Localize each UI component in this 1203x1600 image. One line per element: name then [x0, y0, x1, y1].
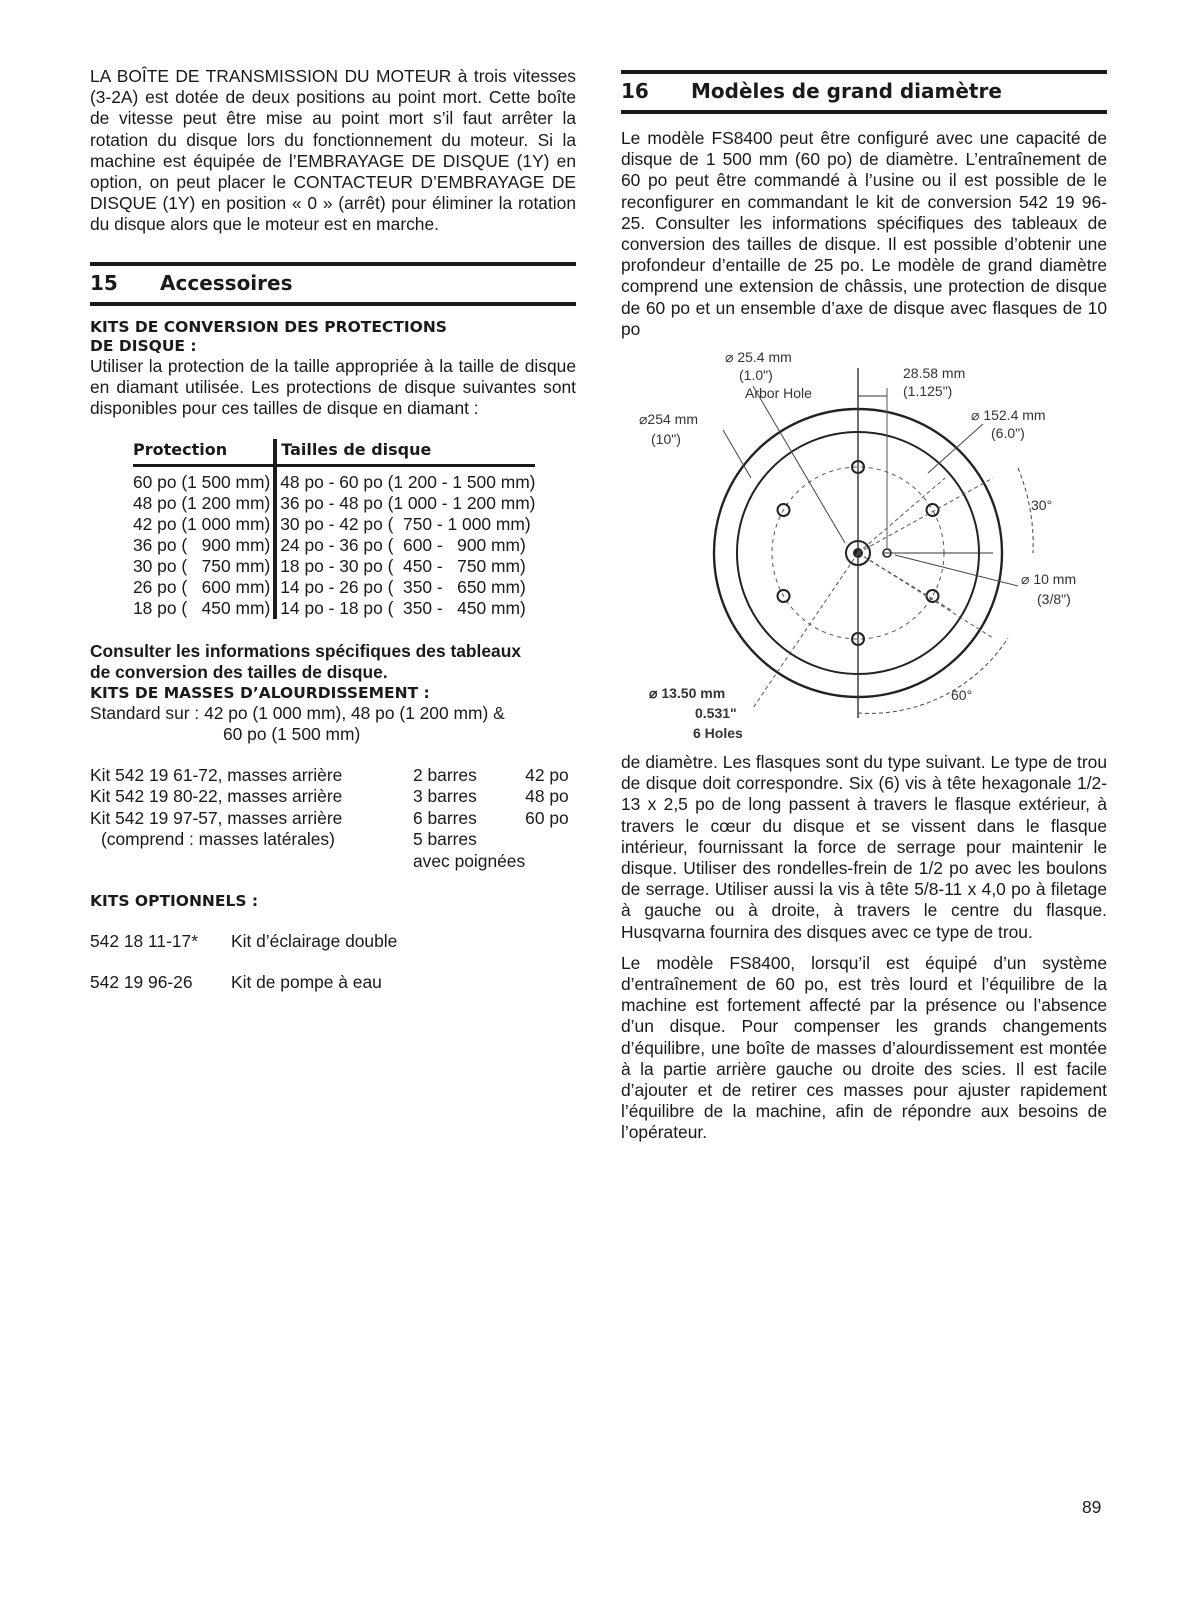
table-row — [90, 829, 569, 850]
header-protection: Protection — [133, 440, 228, 460]
table-row — [90, 765, 569, 786]
protection-cell: 42 po (1 000 mm) — [133, 514, 275, 535]
weights-heading: KITS DE MASSES D’ALOURDISSEMENT : — [90, 683, 430, 702]
sizes-cell: 36 po - 48 po (1 000 - 1 200 mm) — [280, 493, 536, 514]
table-row — [90, 851, 569, 872]
protection-cell: 48 po (1 200 mm) — [133, 493, 275, 514]
protection-cell: 30 po ( 750 mm) — [133, 556, 275, 577]
guard-kits-text: Utiliser la protection de la taille appropriée à la taille de disque en diamant utilisée. Les protections de disque suivantes sont disponibles pour ces tailles de disque en diamant : — [90, 355, 576, 419]
arbor-label-2: (1.0") — [739, 367, 773, 384]
kit-name: Kit 542 19 61-72, masses arrière — [90, 765, 343, 786]
leader-arbor — [753, 386, 845, 543]
arbor-label-1: ⌀ 25.4 mm — [725, 349, 792, 366]
large-diameter-paragraph-3: Le modèle FS8400, lorsqu’il est équipé d’un système d’entraînement de 60 po, est très lourd et l’équilibre de la machine est fortement affecté par la présence ou l’absence d’un disque. Pour compenser les grands changements d’équilibre, une boîte de masses d’alourdissement est montée à la partie arrière gauche ou droite des scies. Il est facile d’ajouter et de retirer ces masses pour ajuster rapidement l’équilibre de la machine, afin de répondre aux besoins de l’opérateur. — [621, 952, 1107, 1143]
standard-line1: Standard sur : 42 po (1 000 mm), 48 po (1 200 mm) & — [90, 702, 505, 723]
kit-size — [525, 829, 569, 850]
table-row — [133, 598, 535, 619]
standard-line2: 60 po (1 500 mm) — [223, 723, 361, 744]
table-row — [133, 535, 535, 556]
guard-kits-heading-line2: DE DISQUE : — [90, 336, 197, 355]
kit-size: 48 po — [525, 786, 569, 807]
consult-note — [90, 641, 576, 683]
large-diameter-paragraph-1: Le modèle FS8400 peut être configuré avec une capacité de disque de 1 500 mm (60 po) de diamètre. L’entraînement de 60 po peut être commandé à l’usine ou il est possible de le reconfigurer en commandant le kit de conversion 542 19 96-25. Consulter les informations spécifiques des tableaux de conversion des tailles de disque. Il est possible d’obtenir une profondeur d’entaille de 25 po. Le modèle de grand diamètre comprend une extension de châssis, une protection de disque de 60 po et un ensemble d’axe de disque avec flasques de 10 po — [621, 128, 1107, 339]
table-row — [133, 466, 535, 494]
kit-bars: 3 barres — [413, 786, 477, 807]
kit-size: 42 po — [525, 765, 569, 786]
optional-kit-label: Kit d’éclairage double — [231, 931, 398, 952]
intro-paragraph: LA BOÎTE DE TRANSMISSION DU MOTEUR à trois vitesses (3-2A) est dotée de deux positions au point mort. Cette boîte de vitesse peut être mise au point mort s’il faut arrêter la rotation du disque lors du fonctionnement du moteur. Si la machine est équipée de l’EMBRAYAGE DE DISQUE (1Y) en option, on peut placer le CONTACTEUR D’EMBRAYAGE DE DISQUE (1Y) en position « 0 » (arrêt) pour éliminer la rotation du disque alors que le moteur est en marche. — [90, 66, 576, 235]
sizes-cell: 18 po - 30 po ( 450 - 750 mm) — [280, 556, 526, 577]
section-title: Accessoires — [160, 271, 293, 296]
protection-cell: 18 po ( 450 mm) — [133, 598, 275, 619]
guard-table — [133, 439, 535, 619]
table-row — [133, 514, 535, 535]
kit-name — [90, 851, 413, 872]
section-15-heading — [90, 262, 576, 306]
pin-label-1: ⌀ 10 mm — [1021, 571, 1077, 588]
table-row — [133, 556, 535, 577]
sizes-cell: 24 po - 36 po ( 600 - 900 mm) — [280, 535, 526, 556]
radius-line — [753, 553, 858, 708]
sizes-cell: 14 po - 18 po ( 350 - 450 mm) — [280, 598, 526, 619]
kit-name: (comprend : masses latérales) — [101, 829, 335, 850]
left-column — [90, 66, 576, 993]
section-number: 15 — [90, 271, 118, 296]
offset-label-1: 28.58 mm — [903, 365, 966, 382]
angle-60-label: 60° — [951, 687, 973, 704]
kit-size — [525, 851, 569, 872]
sizes-cell: 48 po - 60 po (1 200 - 1 500 mm) — [280, 472, 536, 493]
protection-cell: 60 po (1 500 mm) — [133, 466, 275, 494]
right-column — [621, 66, 1107, 1144]
kit-bars: avec poignées — [413, 850, 526, 871]
guard-kits-heading — [90, 318, 576, 356]
outer-label-1: ⌀254 mm — [639, 411, 699, 428]
weight-kits-table — [90, 765, 569, 872]
table-row — [90, 808, 569, 829]
list-item — [90, 931, 576, 952]
protection-cell: 26 po ( 600 mm) — [133, 577, 275, 598]
bolt-circle-label-2: (6.0") — [991, 425, 1025, 442]
arbor-label-3: Arbor Hole — [745, 385, 812, 402]
sizes-cell: 30 po - 42 po ( 750 - 1 000 mm) — [280, 514, 531, 535]
optional-kit-code: 542 19 96-26 — [90, 972, 193, 993]
flange-diagram — [633, 348, 1113, 748]
bolt-hole — [927, 590, 939, 602]
radius-line — [858, 553, 993, 638]
offset-label-2: (1.125") — [903, 383, 953, 400]
consult-note-line1: Consulter les informations spécifiques des tableaux — [90, 641, 522, 662]
leader-pin — [895, 555, 1018, 586]
kit-size: 60 po — [525, 807, 569, 828]
kit-bars: 5 barres — [413, 829, 477, 850]
table-row — [90, 786, 569, 807]
outer-label-2: (10") — [651, 431, 681, 448]
kit-name: Kit 542 19 80-22, masses arrière — [90, 786, 343, 807]
section-title: Modèles de grand diamètre — [691, 79, 1002, 104]
optional-kits-heading: KITS OPTIONNELS : — [90, 892, 259, 911]
consult-note-line2: de conversion des tailles de disque. — [90, 662, 388, 683]
section-16-heading — [621, 70, 1107, 114]
protection-cell: 36 po ( 900 mm) — [133, 535, 275, 556]
list-item — [90, 972, 576, 993]
large-diameter-paragraph-2: de diamètre. Les flasques sont du type suivant. Le type de trou de disque doit correspondre. Six (6) vis à tête hexagonale 1/2-13 x 2,5 po de long passent à travers le flasque extérieur, à travers le cœur du disque et se vissent dans le flasque intérieur, fournissant la force de serrage pour maintenir le disque. Utiliser des rondelles-frein de 1/2 po avec les boulons de serrage. Utiliser aussi la vis à tête 5/8-11 x 4,0 po à filetage à gauche ou à droite, à travers le centre du flasque. Husqvarna fournira des disques avec ce type de trou. — [621, 752, 1107, 942]
holes-label-3: 6 Holes — [693, 725, 743, 742]
table-row — [133, 577, 535, 598]
optional-kit-code: 542 18 11-17* — [90, 931, 198, 952]
kit-bars: 2 barres — [413, 765, 477, 786]
kit-name: Kit 542 19 97-57, masses arrière — [90, 807, 343, 828]
page-number: 89 — [1082, 1497, 1102, 1517]
table-row — [133, 493, 535, 514]
guard-kits-heading-line1: KITS DE CONVERSION DES PROTECTIONS — [90, 317, 447, 336]
angle-30-label: 30° — [1031, 497, 1053, 514]
pin-label-2: (3/8") — [1037, 591, 1071, 608]
header-blade-sizes: Tailles de disque — [275, 439, 535, 466]
optional-kit-label: Kit de pompe à eau — [231, 972, 382, 993]
sizes-cell: 14 po - 26 po ( 350 - 650 mm) — [280, 577, 526, 598]
bolt-circle-label-1: ⌀ 152.4 mm — [971, 407, 1046, 424]
leader-outer — [723, 430, 751, 478]
section-number: 16 — [621, 79, 649, 104]
kit-bars: 6 barres — [413, 807, 477, 828]
holes-label-2: 0.531" — [695, 705, 737, 722]
holes-label-1: ⌀ 13.50 mm — [649, 685, 726, 702]
guard-table-header — [133, 439, 535, 466]
